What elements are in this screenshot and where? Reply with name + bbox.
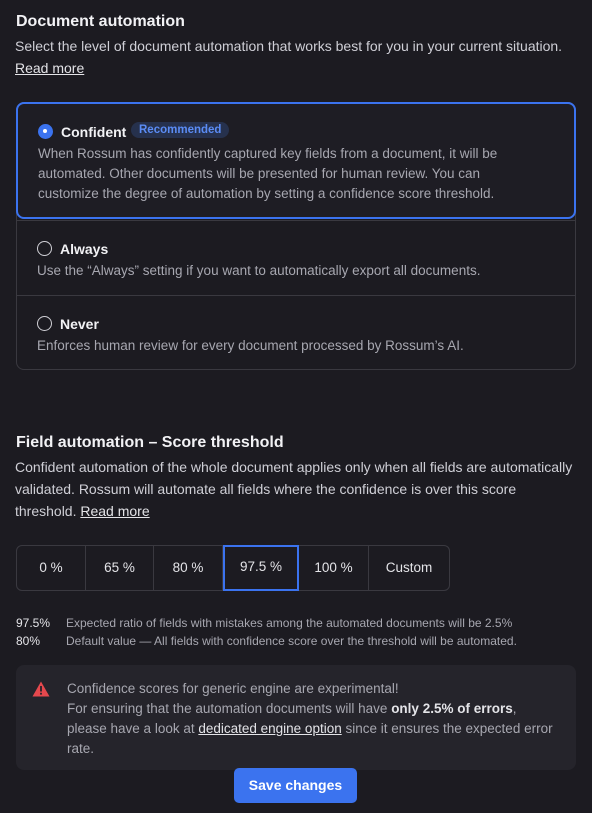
recommended-badge: Recommended: [131, 122, 229, 138]
radio-confident[interactable]: [38, 124, 53, 139]
stat-expected-ratio: [16, 615, 576, 632]
experimental-warning: [16, 665, 576, 770]
option-always-description: Use the “Always” setting if you want to automatically export all documents.: [37, 263, 481, 278]
stat-default-value: [16, 633, 576, 650]
document-automation-title: Document automation: [16, 13, 185, 30]
option-confident-label: Confident: [61, 124, 127, 140]
option-never[interactable]: [17, 295, 575, 369]
threshold-65[interactable]: 65 %: [86, 546, 154, 590]
stat-text: Expected ratio of fields with mistakes among the automated documents will be 2.5%: [66, 616, 513, 630]
radio-always[interactable]: [37, 241, 52, 256]
threshold-97-5[interactable]: 97.5 %: [223, 545, 299, 591]
option-always-label: Always: [60, 241, 109, 257]
stat-value: 80%: [16, 634, 41, 648]
option-confident-description: When Rossum has confidently captured key fields from a document, it will be automated. Other documents will be presented for human review. You can customize the degree of automation by setting a confidence score threshold.: [38, 146, 498, 201]
stat-value: 97.5%: [16, 616, 51, 630]
field-automation-description: Confident automation of the whole document applies only when all fields are automatically validated. Rossum will automate all fields where the confidence is over this score threshold. Read more: [15, 459, 573, 519]
threshold-custom[interactable]: Custom: [385, 560, 433, 575]
read-more-link-2[interactable]: Read more: [80, 503, 150, 519]
radio-never[interactable]: [37, 316, 52, 331]
save-changes-button[interactable]: Save changes: [234, 768, 357, 803]
threshold-80[interactable]: 80 %: [154, 546, 223, 590]
dedicated-engine-link[interactable]: dedicated engine option: [198, 721, 342, 736]
warning-text: Confidence scores for generic engine are experimental! For ensuring that the automation documents will have only 2.5% of errors, please have a look at dedicated engine option since it ensures the expected error rate.: [67, 681, 553, 756]
option-confident[interactable]: [16, 102, 576, 219]
field-automation-title: Field automation – Score threshold: [16, 434, 284, 451]
option-always[interactable]: [17, 220, 575, 296]
read-more-link[interactable]: Read more: [15, 60, 85, 76]
threshold-selector: [16, 545, 450, 591]
option-never-label: Never: [60, 316, 99, 332]
document-automation-description: Select the level of document automation that works best for you in your current situation. Read more: [15, 38, 563, 76]
warning-triangle-icon: [32, 681, 50, 697]
stat-text: Default value — All fields with confidence score over the threshold will be automated.: [66, 634, 517, 648]
automation-level-options: [16, 102, 576, 370]
threshold-0[interactable]: 0 %: [17, 546, 86, 590]
option-never-description: Enforces human review for every document processed by Rossum’s AI.: [37, 338, 464, 353]
threshold-100[interactable]: 100 %: [299, 546, 369, 590]
